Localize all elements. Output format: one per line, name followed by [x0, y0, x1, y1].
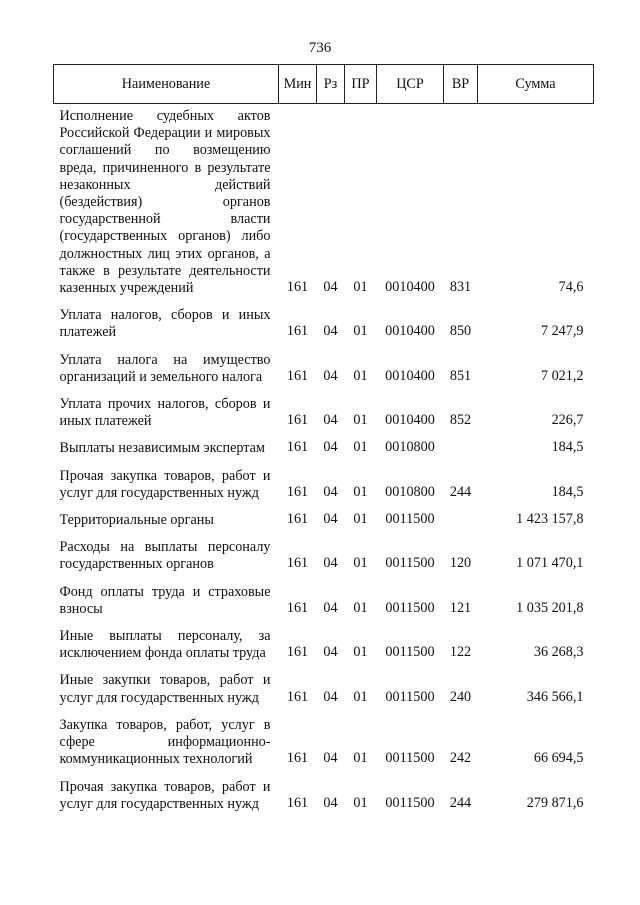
- table-row: [54, 624, 594, 668]
- cell-pr: 01: [353, 323, 368, 340]
- cell-vr: 831: [449, 279, 472, 296]
- cell-vr: 240: [449, 688, 472, 705]
- cell-name: Фонд оплаты труда и страховые взносы: [59, 583, 271, 617]
- cell-csr: 0011500: [385, 750, 435, 767]
- header-csr: ЦСР: [377, 65, 444, 104]
- cell-name: Уплата прочих налогов, сборов и иных платежей: [59, 396, 271, 430]
- cell-vr: 242: [449, 750, 472, 767]
- cell-pr: 01: [353, 688, 368, 705]
- cell-rz: 04: [323, 367, 338, 384]
- cell-rz: 04: [323, 412, 338, 429]
- cell-min: 161: [286, 439, 309, 456]
- table-row: [54, 104, 594, 304]
- cell-csr: 0010400: [385, 279, 435, 296]
- table-row: [54, 348, 594, 392]
- cell-sum: 1 071 470,1: [516, 555, 584, 572]
- cell-pr: 01: [353, 555, 368, 572]
- cell-pr: 01: [353, 750, 368, 767]
- cell-pr: 01: [353, 483, 368, 500]
- cell-name: Прочая закупка товаров, работ и услуг для государственных нужд: [59, 467, 271, 501]
- cell-vr: 851: [449, 367, 472, 384]
- cell-pr: 01: [353, 599, 368, 616]
- cell-csr: 0010400: [385, 412, 435, 429]
- table-row: [54, 535, 594, 579]
- cell-sum: 7 021,2: [540, 367, 584, 384]
- cell-min: 161: [286, 483, 309, 500]
- cell-rz: 04: [323, 688, 338, 705]
- cell-min: 161: [286, 750, 309, 767]
- cell-name: Уплата налога на имущество организаций и земельного налога: [59, 351, 271, 385]
- cell-sum: 346 566,1: [526, 688, 584, 705]
- table-row: [54, 508, 594, 535]
- cell-min: 161: [286, 555, 309, 572]
- cell-csr: 0011500: [385, 644, 435, 661]
- table-row: [54, 668, 594, 712]
- cell-sum: 66 694,5: [533, 750, 584, 767]
- cell-min: 161: [286, 688, 309, 705]
- cell-sum: 184,5: [551, 483, 584, 500]
- cell-rz: 04: [323, 323, 338, 340]
- cell-vr: [444, 436, 478, 463]
- cell-rz: 04: [323, 794, 338, 811]
- cell-min: 161: [286, 794, 309, 811]
- cell-name: Исполнение судебных актов Российской Федерации и мировых соглашений по возмещению вреда, причиненного в результате незаконных действий (бездействия) органов государственной власти (государственных органов) либо должностных лиц этих органов, а также в результате деятельности казенных учреждений: [59, 108, 271, 297]
- cell-vr: [444, 508, 478, 535]
- table-row: [54, 580, 594, 624]
- cell-name: Иные закупки товаров, работ и услуг для государственных нужд: [59, 672, 271, 706]
- cell-csr: 0010400: [385, 367, 435, 384]
- cell-csr: 0010800: [385, 439, 435, 456]
- table-row: [54, 392, 594, 436]
- table-row: [54, 303, 594, 347]
- header-rz: Рз: [317, 65, 345, 104]
- cell-vr: 120: [449, 555, 472, 572]
- cell-pr: 01: [353, 412, 368, 429]
- cell-name: Прочая закупка товаров, работ и услуг для государственных нужд: [59, 778, 271, 812]
- cell-min: 161: [286, 279, 309, 296]
- table-body: [54, 104, 594, 819]
- cell-rz: 04: [323, 750, 338, 767]
- cell-rz: 04: [323, 511, 338, 528]
- cell-min: 161: [286, 511, 309, 528]
- cell-rz: 04: [323, 279, 338, 296]
- cell-csr: 0011500: [385, 555, 435, 572]
- cell-rz: 04: [323, 599, 338, 616]
- cell-sum: 184,5: [551, 439, 584, 456]
- cell-rz: 04: [323, 644, 338, 661]
- header-name: Наименование: [54, 65, 279, 104]
- table-row: [54, 713, 594, 775]
- cell-min: 161: [286, 644, 309, 661]
- cell-sum: 1 035 201,8: [516, 599, 584, 616]
- cell-vr: 121: [449, 599, 472, 616]
- cell-name: Иные выплаты персоналу, за исключением фонда оплаты труда: [59, 628, 271, 662]
- table-header-row: [54, 65, 594, 104]
- cell-csr: 0011500: [385, 794, 435, 811]
- cell-csr: 0011500: [385, 688, 435, 705]
- header-pr: ПР: [345, 65, 377, 104]
- cell-rz: 04: [323, 483, 338, 500]
- cell-vr: 244: [449, 794, 472, 811]
- header-sum: Сумма: [478, 65, 594, 104]
- cell-min: 161: [286, 323, 309, 340]
- cell-pr: 01: [353, 794, 368, 811]
- cell-min: 161: [286, 412, 309, 429]
- table-row: [54, 775, 594, 819]
- header-vr: ВР: [444, 65, 478, 104]
- cell-csr: 0011500: [385, 511, 435, 528]
- cell-rz: 04: [323, 439, 338, 456]
- header-min: Мин: [279, 65, 317, 104]
- cell-vr: 850: [449, 323, 472, 340]
- budget-table: [53, 64, 594, 819]
- cell-vr: 122: [449, 644, 472, 661]
- cell-vr: 852: [449, 412, 472, 429]
- cell-name: Закупка товаров, работ, услуг в сфере информационно-коммуникационных технологий: [59, 716, 271, 768]
- cell-pr: 01: [353, 511, 368, 528]
- cell-vr: 244: [449, 483, 472, 500]
- cell-csr: 0011500: [385, 599, 435, 616]
- cell-csr: 0010400: [385, 323, 435, 340]
- cell-name: Уплата налогов, сборов и иных платежей: [59, 307, 271, 341]
- cell-name: Выплаты независимым экспертам: [59, 440, 265, 457]
- cell-pr: 01: [353, 279, 368, 296]
- cell-pr: 01: [353, 644, 368, 661]
- cell-pr: 01: [353, 367, 368, 384]
- cell-sum: 7 247,9: [540, 323, 584, 340]
- cell-min: 161: [286, 367, 309, 384]
- cell-pr: 01: [353, 439, 368, 456]
- cell-sum: 226,7: [551, 412, 584, 429]
- page-number: 736: [308, 40, 332, 56]
- cell-csr: 0010800: [385, 483, 435, 500]
- cell-rz: 04: [323, 555, 338, 572]
- cell-name: Расходы на выплаты персоналу государственных органов: [59, 539, 271, 573]
- table-row: [54, 436, 594, 463]
- cell-name: Территориальные органы: [59, 512, 214, 529]
- cell-sum: 74,6: [558, 279, 584, 296]
- cell-sum: 279 871,6: [526, 794, 584, 811]
- cell-sum: 36 268,3: [533, 644, 584, 661]
- cell-min: 161: [286, 599, 309, 616]
- cell-sum: 1 423 157,8: [516, 511, 584, 528]
- table-row: [54, 464, 594, 508]
